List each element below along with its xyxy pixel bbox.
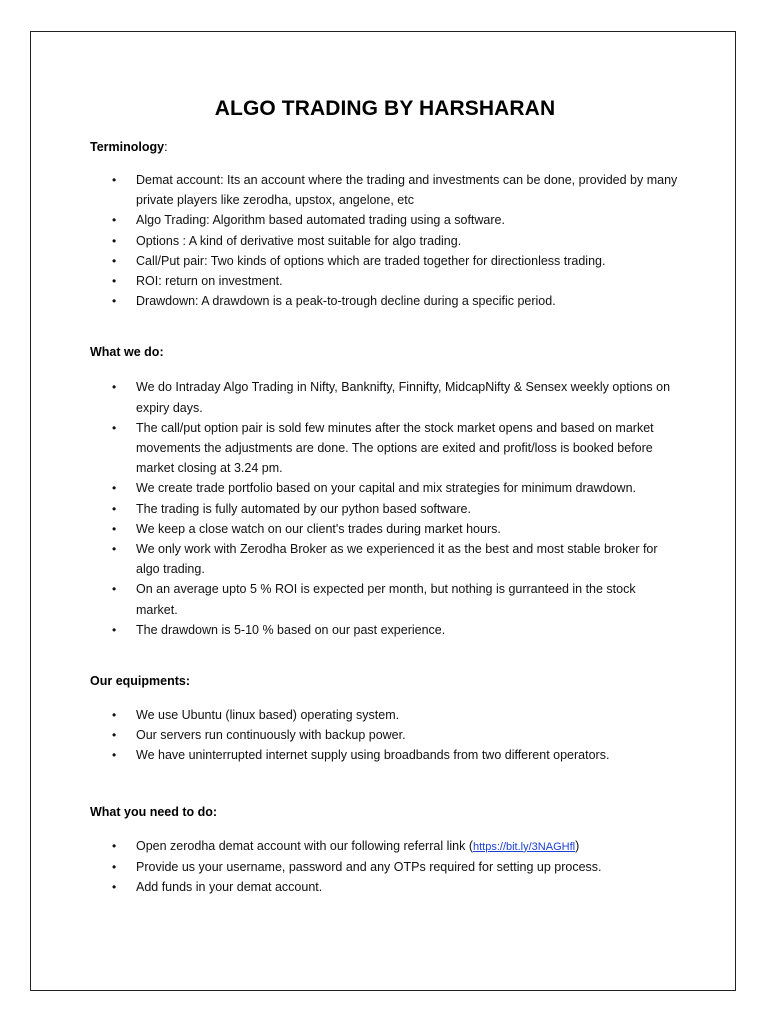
list-item — [90, 377, 680, 417]
list-item-text: Provide us your username, password and any OTPs required for setting up process. — [136, 859, 602, 874]
bullet-icon: • — [112, 859, 117, 874]
terminology-heading-colon: : — [164, 140, 168, 154]
list-item — [90, 499, 680, 519]
bullet-icon: • — [112, 420, 117, 435]
list-item — [90, 579, 680, 619]
list-item — [90, 291, 680, 311]
document-body — [90, 92, 680, 897]
list-item — [90, 857, 680, 877]
list-item — [90, 478, 680, 498]
list-item — [90, 418, 680, 479]
bullet-icon: • — [112, 213, 117, 228]
bullet-icon: • — [112, 880, 117, 895]
list-item-text: Add funds in your demat account. — [136, 880, 323, 895]
bullet-icon: • — [112, 748, 117, 763]
list-item-text: Drawdown: A drawdown is a peak-to-trough decline during a specific period. — [136, 294, 556, 309]
bullet-icon: • — [112, 380, 117, 395]
document-title: ALGO TRADING BY HARSHARAN — [214, 97, 556, 120]
bullet-icon: • — [112, 501, 117, 516]
bullet-icon: • — [112, 481, 117, 496]
list-item — [90, 705, 680, 725]
bullet-icon: • — [112, 728, 117, 743]
bullet-icon: • — [112, 294, 117, 309]
list-item-text: Call/Put pair: Two kinds of options which are traded together for directionless trading. — [136, 253, 606, 268]
list-item-text: The call/put option pair is sold few minutes after the stock market opens and based on market movements the adjustments are done. The options are exited and profit/loss is booked before market closing at 3.24 pm. — [136, 420, 654, 476]
bullet-icon: • — [112, 582, 117, 597]
terminology-heading — [90, 137, 680, 157]
what-we-do-heading: What we do: — [90, 345, 164, 360]
bullet-icon: • — [112, 274, 117, 289]
list-item — [90, 620, 680, 640]
list-item-text: The trading is fully automated by our python based software. — [136, 501, 471, 516]
list-item — [90, 231, 680, 251]
list-item — [90, 745, 680, 765]
list-item — [90, 210, 680, 230]
list-item — [90, 251, 680, 271]
referral-text-after: ) — [575, 838, 580, 853]
list-item — [90, 877, 680, 897]
bullet-icon: • — [112, 542, 117, 557]
bullet-icon: • — [112, 521, 117, 536]
list-item-text: We only work with Zerodha Broker as we experienced it as the best and most stable broker for algo trading. — [136, 542, 658, 577]
equipments-list — [90, 705, 680, 766]
list-item-text: We do Intraday Algo Trading in Nifty, Banknifty, Finnifty, MidcapNifty & Sensex weekly options on expiry days. — [136, 380, 671, 415]
list-item — [90, 519, 680, 539]
list-item-text: Options : A kind of derivative most suitable for algo trading. — [136, 233, 462, 248]
list-item-text: Algo Trading: Algorithm based automated trading using a software. — [136, 213, 505, 228]
list-item-text: Demat account: Its an account where the trading and investments can be done, provided by many private players like zerodha, upstox, angelone, etc — [136, 173, 678, 208]
list-item-text: ROI: return on investment. — [136, 274, 283, 289]
what-we-do-list — [90, 377, 680, 640]
list-item-referral — [90, 836, 680, 857]
referral-text-before: Open zerodha demat account with our following referral link ( — [136, 838, 473, 853]
what-you-need-heading: What you need to do: — [90, 804, 218, 819]
list-item-text: On an average upto 5 % ROI is expected per month, but nothing is gurranteed in the stock market. — [136, 582, 636, 617]
list-item-text: Our servers run continuously with backup power. — [136, 728, 406, 743]
list-item — [90, 725, 680, 745]
list-item-text: We have uninterrupted internet supply using broadbands from two different operators. — [136, 748, 610, 763]
list-item-text: We create trade portfolio based on your capital and mix strategies for minimum drawdown. — [136, 481, 637, 496]
list-item — [90, 539, 680, 579]
bullet-icon: • — [112, 173, 117, 187]
list-item-text: We keep a close watch on our client's trades during market hours. — [136, 521, 501, 536]
bullet-icon: • — [112, 253, 117, 268]
equipments-heading: Our equipments: — [90, 674, 191, 689]
terminology-heading-text: Terminology — [90, 140, 165, 154]
list-item-text: The drawdown is 5-10 % based on our past experience. — [136, 622, 446, 637]
bullet-icon: • — [112, 233, 117, 248]
terminology-list — [90, 170, 680, 311]
bullet-icon: • — [112, 622, 117, 637]
what-you-need-list — [90, 836, 680, 898]
bullet-icon: • — [112, 838, 117, 853]
list-item — [90, 271, 680, 291]
referral-link[interactable]: https://bit.ly/3NAGHfl — [472, 840, 576, 853]
list-item-text: We use Ubuntu (linux based) operating system. — [136, 708, 400, 723]
bullet-icon: • — [112, 708, 117, 723]
list-item — [90, 170, 680, 210]
